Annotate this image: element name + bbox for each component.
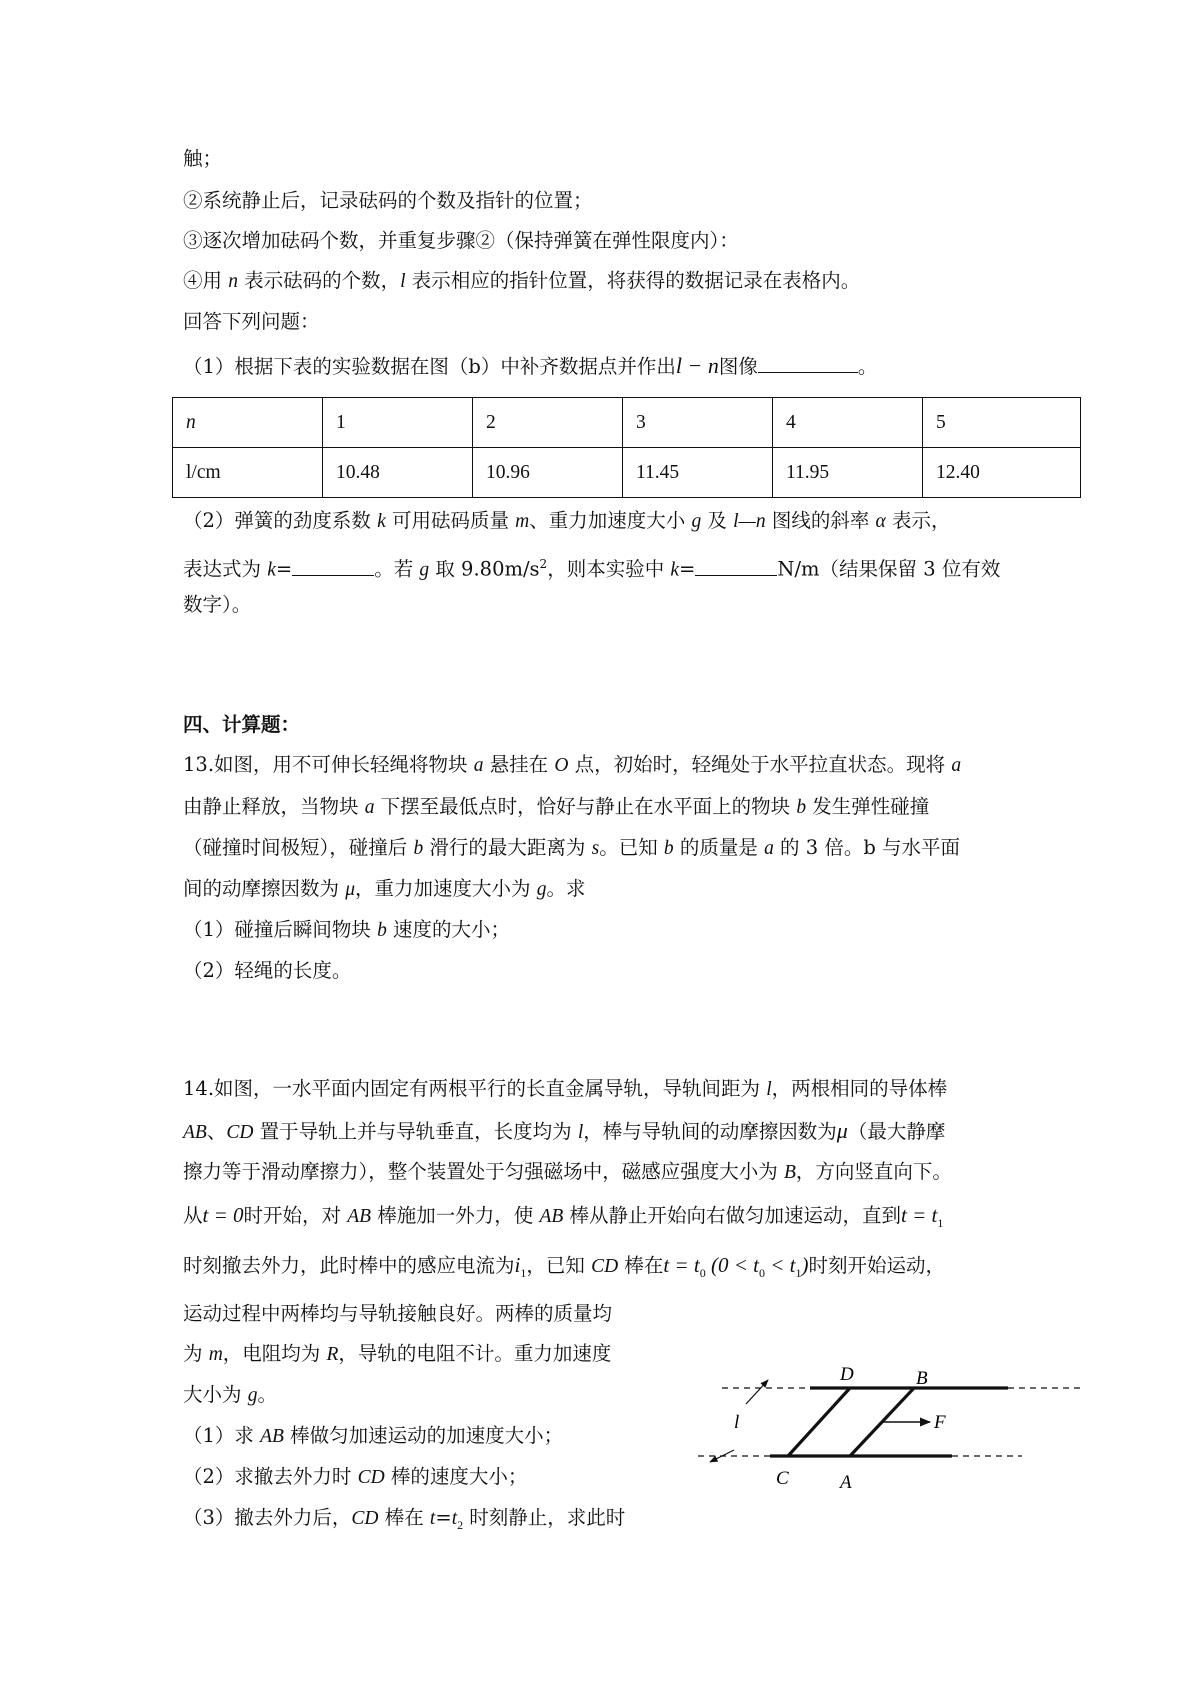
problem-14: 14.如图，一水平面内固定有两根平行的长直金属导轨，导轨间距为 l，两根相同的导体棒 (183, 1077, 948, 1100)
problem-14-line: 为 m，电阻均为 R，导轨的电阻不计。重力加速度 (183, 1342, 612, 1365)
table-cell: 11.45 (623, 448, 773, 498)
table-cell: l/cm (173, 448, 323, 498)
section-heading: 四、计算题： (183, 713, 301, 736)
table-row (173, 398, 1081, 448)
table-cell: 5 (923, 398, 1081, 448)
answer-blank[interactable] (695, 557, 777, 576)
problem-13: 13.如图，用不可伸长轻绳将物块 a 悬挂在 O 点，初始时，轻绳处于水平拉直状态。现将 a (183, 753, 962, 776)
rod-cd (788, 1388, 850, 1456)
label-l: l (734, 1412, 740, 1433)
rails-diagram (690, 1362, 1090, 1512)
problem-14-question-2: （2）求撤去外力时 CD 棒的速度大小； (183, 1465, 528, 1488)
problem-13-line: （碰撞时间极短），碰撞后 b 滑行的最大距离为 s。已知 b 的质量是 a 的 3 倍。b 与水平面 (183, 836, 960, 859)
problem-14-line: AB、CD 置于导轨上并与导轨垂直，长度均为 l，棒与导轨间的动摩擦因数为μ（最大静摩 (183, 1118, 946, 1143)
data-table (172, 397, 1081, 498)
question-1: （1）根据下表的实验数据在图（b）中补齐数据点并作出l − n图像 。 (183, 353, 878, 378)
problem-14-line: 从t = 0时开始，对 AB 棒施加一外力，使 AB 棒从静止开始向右做匀加速运动，直到$t = t_1$ (183, 1203, 944, 1230)
table-cell: 3 (623, 398, 773, 448)
table-cell: 4 (773, 398, 923, 448)
problem-13-question-1: （1）碰撞后瞬间物块 b 速度的大小； (183, 918, 511, 941)
text-line: 触； (183, 147, 223, 170)
table-cell: n (173, 398, 323, 448)
step-2: ②系统静止后，记录砝码的个数及指针的位置； (183, 189, 593, 212)
answer-blank[interactable] (292, 557, 374, 576)
step-4: ④用 n 表示砝码的个数，l 表示相应的指针位置，将获得的数据记录在表格内。 (183, 269, 861, 292)
table-cell: 10.96 (473, 448, 623, 498)
text-line: 数字）。 (183, 593, 252, 616)
label-d: D (840, 1364, 854, 1385)
dimension-arrow-top (746, 1380, 768, 1404)
label-f: F (934, 1412, 946, 1433)
table-cell: 11.95 (773, 448, 923, 498)
problem-14-line: 擦力等于滑动摩擦力），整个装置处于匀强磁场中，磁感应强度大小为 B，方向竖直向下。 (183, 1160, 952, 1183)
instruction: 回答下列问题： (183, 310, 320, 333)
problem-13-line: 由静止释放，当物块 a 下摆至最低点时，恰好与静止在水平面上的物块 b 发生弹性碰撞 (183, 795, 930, 818)
answer-blank[interactable] (758, 354, 858, 373)
question-2-expression: 表达式为 k= 。若 g 取 $9.80m/s^2$，则本实验中 k= N/m（结果保留 3 位有效 (183, 557, 1001, 581)
question-2: （2）弹簧的劲度系数 k 可用砝码质量 m、重力加速度大小 g 及 l—n 图线的斜率 α 表示， (183, 509, 951, 532)
problem-14-line: 时刻撤去外力，此时棒中的感应电流为$i_1$，已知 CD 棒在$t = t_0$ $(0 < t_0 < t_1)$时刻开始运动， (183, 1253, 945, 1280)
label-a: A (840, 1472, 852, 1493)
problem-14-question-1: （1）求 AB 棒做匀加速运动的加速度大小； (183, 1424, 564, 1447)
table-cell: 12.40 (923, 448, 1081, 498)
table-cell: 2 (473, 398, 623, 448)
table-cell: 10.48 (323, 448, 473, 498)
problem-14-line: 大小为 g。 (183, 1383, 277, 1406)
problem-13-line: 间的动摩擦因数为 μ，重力加速度大小为 g。求 (183, 877, 586, 900)
label-c: C (776, 1468, 789, 1489)
label-b: B (916, 1368, 928, 1389)
problem-14-line: 运动过程中两棒均与导轨接触良好。两棒的质量均 (183, 1302, 613, 1325)
table-cell: 1 (323, 398, 473, 448)
problem-13-question-2: （2）轻绳的长度。 (183, 959, 352, 982)
problem-14-question-3: （3）撤去外力后，CD 棒在 $t=t_2$ 时刻静止，求此时 (183, 1506, 626, 1532)
table-row (173, 448, 1081, 498)
step-3: ③逐次增加砝码个数，并重复步骤②（保持弹簧在弹性限度内）： (183, 229, 739, 252)
